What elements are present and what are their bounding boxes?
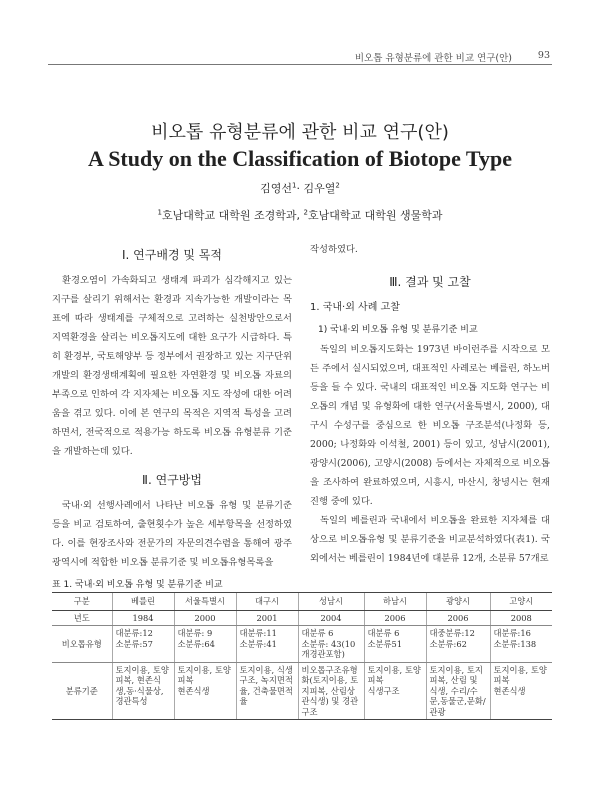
table-header-cell: 대구시 [236,593,298,611]
table-header-cell: 구분 [52,593,112,611]
title-korean: 비오톱 유형분류에 관한 비교 연구(안) [151,122,449,143]
table-cell: 1984 [112,610,174,626]
table-cell: 대중분류:12 소분류:62 [426,626,490,663]
table-row-label: 비오톱유형 [52,626,112,663]
author-2: 김우열 [303,182,336,195]
comparison-table [52,592,552,720]
title-english: A Study on the Classification of Biotope Type [88,146,512,171]
table-header-row [52,593,552,611]
table-cell: 토지이용, 식생구조, 녹지면적율, 건축물면적율 [236,662,298,720]
section-2-heading: Ⅱ. 연구방법 [142,473,202,487]
page-header [48,44,552,62]
author-line [0,180,600,196]
table-cell: 토지이용, 토양피복 식생구조 [364,662,426,720]
right-column [310,240,550,568]
table-cell: 2006 [364,610,426,626]
table-cell: 대분류:16 소분류:138 [490,626,552,663]
author-1: 김영선 [260,182,293,195]
section-3-body-1: 독일의 비오톱지도화는 1973년 바이런주를 시작으로 모든 주에서 실시되었으며, 대표적인 사례로는 베를린, 하노버 등을 들 수 있다. 국내의 대표적인 비오톱 지도화 연구는 비오톱의 개념 및 유형화에 대한 연구(서울특별시, 2000), 대구시 수성구를 중심으로 한 비오톱 구조분석(나정화 등, 2000; 나정화와 이석철, 2001) 등이 있고, 성남시(2001), 광양시(2006), 고양시(2008) 등에서는 자체적으로 비오톱을 조사하여 완료하였으며, 시흥시, 마산시, 창녕시는 현재 진행 중에 있다. [310,344,550,507]
subsection-1-heading: 1. 국내·외 사례 고찰 [310,302,400,313]
table-cell: 토지이용, 토지피복, 산림 및 식생, 수리/수문,동물군,문화/관광 [426,662,490,720]
table-caption: 표 1. 국내·외 비오톱 유형 및 분류기준 비교 [52,580,223,590]
table-cell: 토지이용, 토양피복 현존식생 [490,662,552,720]
table-header-cell: 하남시 [364,593,426,611]
table-cell: 대분류:12 소분류:57 [112,626,174,663]
table-cell: 2000 [174,610,236,626]
table-row [52,626,552,663]
section-1-body: 환경오염이 가속화되고 생태계 파괴가 심각해지고 있는 지구를 살리기 위해서는 환경과 지속가능한 개발이라는 목표에 따라 생태계를 구체적으로 고려하는 실천방안으로서 지역환경을 살리는 비오톱지도에 대한 요구가 시급하다. 특히 환경부, 국토해양부 등 정부에서 권장하고 있는 지구단위 개발의 환경생태계획에 필요한 자연환경 및 비오톱 자료의 부족으로 인하여 각 지자체는 비오톱 지도 작성에 대한 어려움을 겪고 있다. 이에 본 연구의 목적은 지역적 특성을 고려하면서, 전국적으로 적용가능 하도록 비오톱 유형분류 기준을 개발하는데 있다. [52,275,292,457]
table-cell: 대분류:11 소분류:41 [236,626,298,663]
author-2-sup: 2 [335,181,340,190]
table-header-cell: 서울특별시 [174,593,236,611]
table-cell: 토지이용, 토양피복, 현존식생,동·식물상,경관특성 [112,662,174,720]
table-cell: 2001 [236,610,298,626]
author-separator: · [296,182,304,195]
affil-2-sup: 2 [303,208,308,217]
page-number: 93 [537,50,550,61]
table-row [52,610,552,626]
table-cell: 2008 [490,610,552,626]
affiliation-line [0,207,600,223]
left-column [52,240,292,572]
section-3-heading: Ⅲ. 결과 및 고찰 [389,275,471,289]
header-rule [48,64,552,65]
table-cell: 대분류 6 소분류: 43(10개경관포함) [298,626,364,663]
table-header-cell: 광양시 [426,593,490,611]
section-2-body: 국내·외 선행사례에서 나타난 비오톱 유형 및 분류기준 등을 비교 검토하여, 출현횟수가 높은 세부항목을 선정하였다. 이를 현장조사와 전문가의 자문의견수렴을 통해여 광주 광역시에 적합한 비오톱 분류기준 및 비오톱유형목록을 [52,500,292,568]
running-title: 비오톱 유형분류에 관한 비교 연구(안) [354,53,512,64]
table-cell: 대분류 6 소분류51 [364,626,426,663]
subsection-1-1-heading: 1) 국내·외 비오톱 유형 및 분류기준 비교 [318,325,478,335]
author-1-sup: 1 [292,181,297,190]
affiliation-1: 호남대학교 대학원 조경학과, [161,209,304,222]
table-cell: 비오톱구조유형화(토지이용, 토지피복, 산림상관식생) 및 경관구조 [298,662,364,720]
affiliation-2: 호남대학교 대학원 생물학과 [307,209,443,222]
table-header-cell: 고양시 [490,593,552,611]
table-row [52,662,552,720]
affil-1-sup: 1 [157,208,162,217]
table-row-label: 년도 [52,610,112,626]
section-3-body-2: 독일의 베를린과 국내에서 비오톱을 완료한 지자체를 대상으로 비오톱유형 및 분류기준을 비교분석하였다(表1). 국외에서는 베를린이 1984년에 대분류 12개, 소분류 57개로 [310,515,550,564]
section-1-heading: Ⅰ. 연구배경 및 목적 [122,248,222,262]
table-cell: 대분류: 9 소분류:64 [174,626,236,663]
table-header-cell: 베를린 [112,593,174,611]
table-header-cell: 성남시 [298,593,364,611]
table-cell: 2004 [298,610,364,626]
table-cell: 2006 [426,610,490,626]
table-cell: 토지이용, 토양피복 현존식생 [174,662,236,720]
section-2-continued: 작성하였다. [310,244,358,255]
table-row-label: 분류기준 [52,662,112,720]
